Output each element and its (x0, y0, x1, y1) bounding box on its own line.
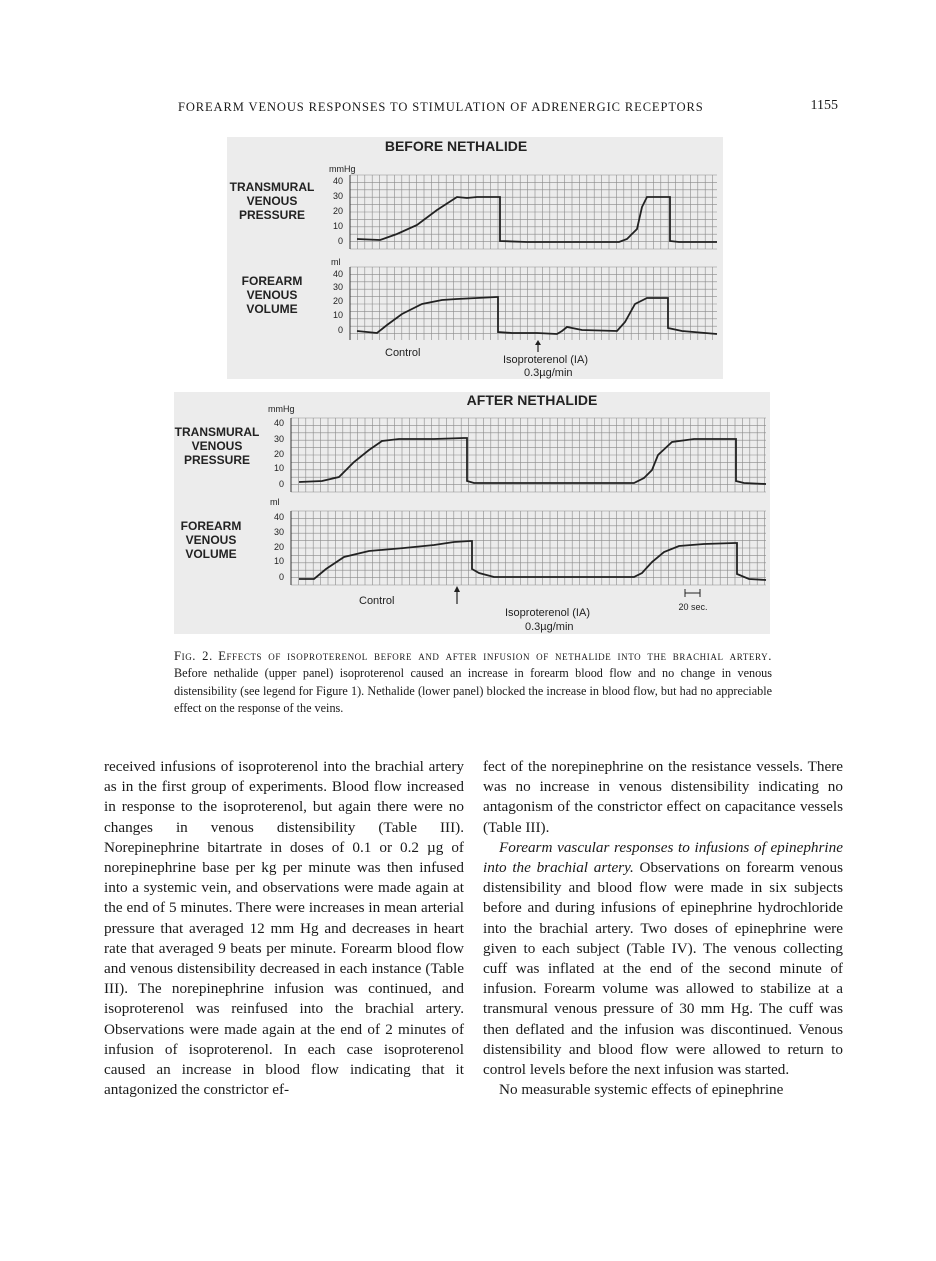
chart-grid (350, 175, 717, 340)
page-number: 1155 (810, 98, 838, 113)
volume-tick-0: 0 (278, 572, 284, 582)
before-nethalide-trace-svg (227, 137, 723, 379)
volume-tick-10: 10 (273, 556, 284, 566)
pressure-unit: mmHg (268, 404, 295, 414)
volume-trace (299, 541, 766, 580)
volume-tick-labels (274, 512, 284, 582)
pressure-label-3: PRESSURE (183, 453, 251, 467)
body-paragraph: fect of the norepinephrine on the resistance vessels. There was no increase in venous distensibility indicating no antagonism of the constrictor effect on capacitance vessels (Table III). (483, 758, 843, 836)
running-head (178, 98, 838, 118)
pressure-label-1: TRANSMURAL (229, 180, 315, 194)
pressure-tick-10: 10 (332, 221, 343, 231)
drug-label: Isoproterenol (IA) (503, 354, 588, 366)
caption-title: Effects of isoproterenol before and after infusion of nethalide into the brachial artery. (218, 649, 772, 663)
volume-label-3: VOLUME (246, 302, 298, 316)
figure-caption (174, 648, 772, 717)
volume-label-1: FOREARM (241, 274, 303, 288)
body-paragraph (483, 838, 843, 1080)
pressure-tick-30: 30 (273, 434, 284, 444)
panel-heading: AFTER NETHALIDE (466, 392, 598, 408)
body-paragraph: No measurable systemic effects of epinephrine (499, 1081, 784, 1099)
drug-label: Isoproterenol (IA) (505, 607, 590, 619)
pressure-label-2: VENOUS (246, 194, 298, 208)
volume-tick-40: 40 (273, 512, 284, 522)
pressure-label-1: TRANSMURAL (174, 425, 260, 439)
body-column-left (104, 757, 464, 1100)
pressure-tick-0: 0 (337, 236, 343, 246)
section-heading: Forearm vascular responses to infusions of epinephrine into the brachial artery. (483, 838, 843, 877)
panel-heading: BEFORE NETHALIDE (384, 138, 528, 154)
volume-tick-labels (333, 269, 343, 335)
pressure-tick-10: 10 (273, 463, 284, 473)
volume-tick-30: 30 (273, 527, 284, 537)
pressure-tick-0: 0 (278, 479, 284, 489)
time-scale-label: 20 sec. (678, 602, 708, 612)
pressure-label-3: PRESSURE (238, 208, 306, 222)
body-column-right (483, 757, 843, 1100)
figure-panel-after (174, 392, 770, 634)
body-text: Observations on forearm venous distensibility and blood flow were made in six subjects before and during infusions of epinephrine hydrochloride into the brachial artery. Two doses of epinephrine were given to each subject (Table IV). The venous collecting cuff was inflated at the end of the second minute of infusion. Forearm volume was allowed to stabilize at a transmural venous pressure of 30 mm Hg. The cuff was then deflated and the infusion was discontinued. Venous distensibility and blood flow were allowed to return to control levels before the next infusion was started. (483, 859, 843, 1079)
volume-unit: ml (270, 497, 280, 507)
after-nethalide-trace-svg (174, 392, 770, 634)
caption-text: Before nethalide (upper panel) isoproterenol caused an increase in forearm blood flow and no change in venous distensibility (see legend for Figure 1). Nethalide (lower panel) blocked the increase in blood flow, but had no appreciable effect on the response of the veins. (174, 666, 772, 715)
dose-label: 0.3µg/min (525, 621, 574, 633)
volume-trace (357, 297, 717, 334)
volume-tick-20: 20 (273, 542, 284, 552)
pressure-unit: mmHg (329, 164, 356, 174)
figure-panel-before (227, 137, 723, 379)
pressure-tick-labels (333, 176, 343, 246)
pressure-tick-40: 40 (273, 418, 284, 428)
volume-label-1: FOREARM (180, 519, 242, 533)
volume-label-2: VENOUS (185, 533, 237, 547)
drug-arrow (454, 586, 460, 604)
control-label: Control (385, 347, 421, 359)
pressure-tick-labels (274, 418, 284, 489)
pressure-tick-20: 20 (332, 206, 343, 216)
volume-tick-0: 0 (337, 325, 343, 335)
volume-label-2: VENOUS (246, 288, 298, 302)
pressure-label-2: VENOUS (191, 439, 243, 453)
volume-tick-40: 40 (332, 269, 343, 279)
pressure-tick-40: 40 (332, 176, 343, 186)
dose-label: 0.3µg/min (524, 367, 573, 379)
volume-tick-20: 20 (332, 296, 343, 306)
drug-arrow (535, 340, 541, 352)
control-label: Control (359, 595, 395, 607)
pressure-tick-20: 20 (273, 449, 284, 459)
body-paragraph: received infusions of isoproterenol into the brachial artery as in the first group of experiments. Blood flow increased in response to the isoproterenol, but again there were no changes in venous distensibility (Table III). Norepinephrine bitartrate in doses of 0.1 or 0.2 µg of norepinephrine base per kg per minute was then infused into a systemic vein, and observations were made again at the end of 5 minutes. There were increases in mean arterial pressure that averaged 12 mm Hg and decreases in heart rate that averaged 9 beats per minute. Forearm blood flow and venous distensibility decreased in each instance (Table III). The norepinephrine infusion was continued, and isoproterenol was reinfused into the brachial artery. Observations were made again at the end of 2 minutes of infusion of isoproterenol. In each case isoproterenol caused an increase in blood flow indicating that it antagonized the constrictor ef- (104, 758, 464, 1099)
volume-tick-30: 30 (332, 282, 343, 292)
volume-tick-10: 10 (332, 310, 343, 320)
volume-label-3: VOLUME (185, 547, 237, 561)
volume-unit: ml (331, 257, 341, 267)
chart-grid (291, 418, 766, 585)
time-scale-bar (685, 589, 700, 597)
caption-label: Fig. 2. (174, 649, 213, 663)
pressure-tick-30: 30 (332, 191, 343, 201)
running-head-title: FOREARM VENOUS RESPONSES TO STIMULATION OF ADRENERGIC RECEPTORS (178, 100, 704, 114)
